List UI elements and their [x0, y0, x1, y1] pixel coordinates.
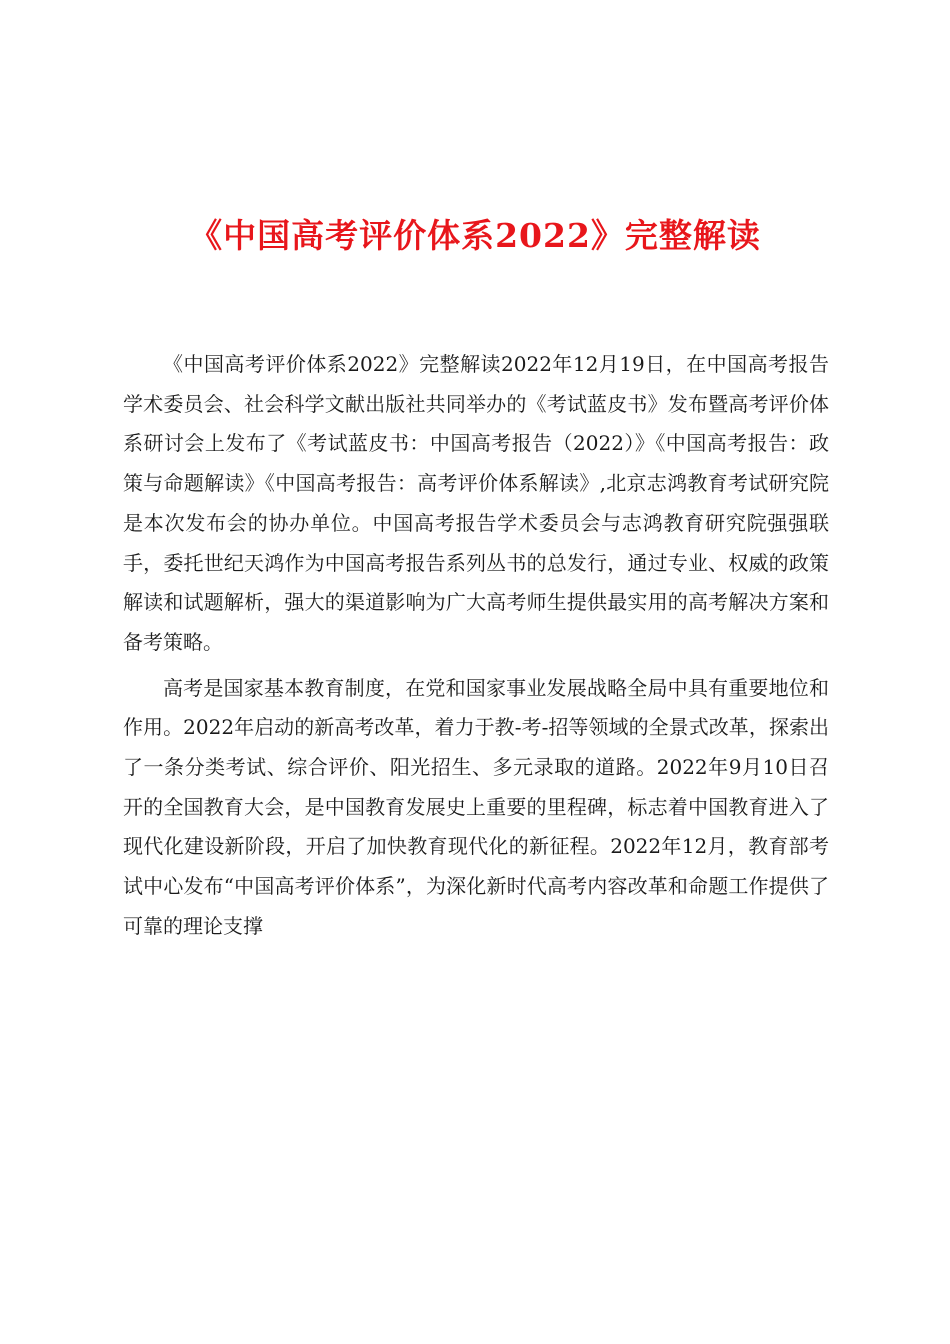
paragraph-2: 高考是国家基本教育制度，在党和国家事业发展战略全局中具有重要地位和作用。2022年启动的新高考改革，着力于教-考-招等领域的全景式改革，探索出了一条分类考试、综合评价、阳光招生、多元录取的道路。2022年9月10日召开的全国教育大会，是中国教育发展史上重要的里程碑，标志着中国教育进入了现代化建设新阶段，开启了加快教育现代化的新征程。2022年12月，教育部考试中心发布“中国高考评价体系”，为深化新时代高考内容改革和命题工作提供了可靠的理论支撑 — [123, 675, 829, 938]
document-body — [123, 345, 829, 953]
paragraph-1: 《中国高考评价体系2022》完整解读2022年12月19日，在中国高考报告学术委员会、社会科学文献出版社共同举办的《考试蓝皮书》发布暨高考评价体系研讨会上发布了《考试蓝皮书：中国高考报告（2022）》《中国高考报告：政策与命题解读》《中国高考报告：高考评价体系解读》,北京志鸿教育考试研究院是本次发布会的协办单位。中国高考报告学术委员会与志鸿教育研究院强强联手，委托世纪天鸿作为中国高考报告系列丛书的总发行，通过专业、权威的政策解读和试题解析，强大的渠道影响为广大高考师生提供最实用的高考解决方案和备考策略。 — [123, 352, 829, 654]
document-title: 《中国高考评价体系2022》完整解读 — [189, 216, 761, 255]
